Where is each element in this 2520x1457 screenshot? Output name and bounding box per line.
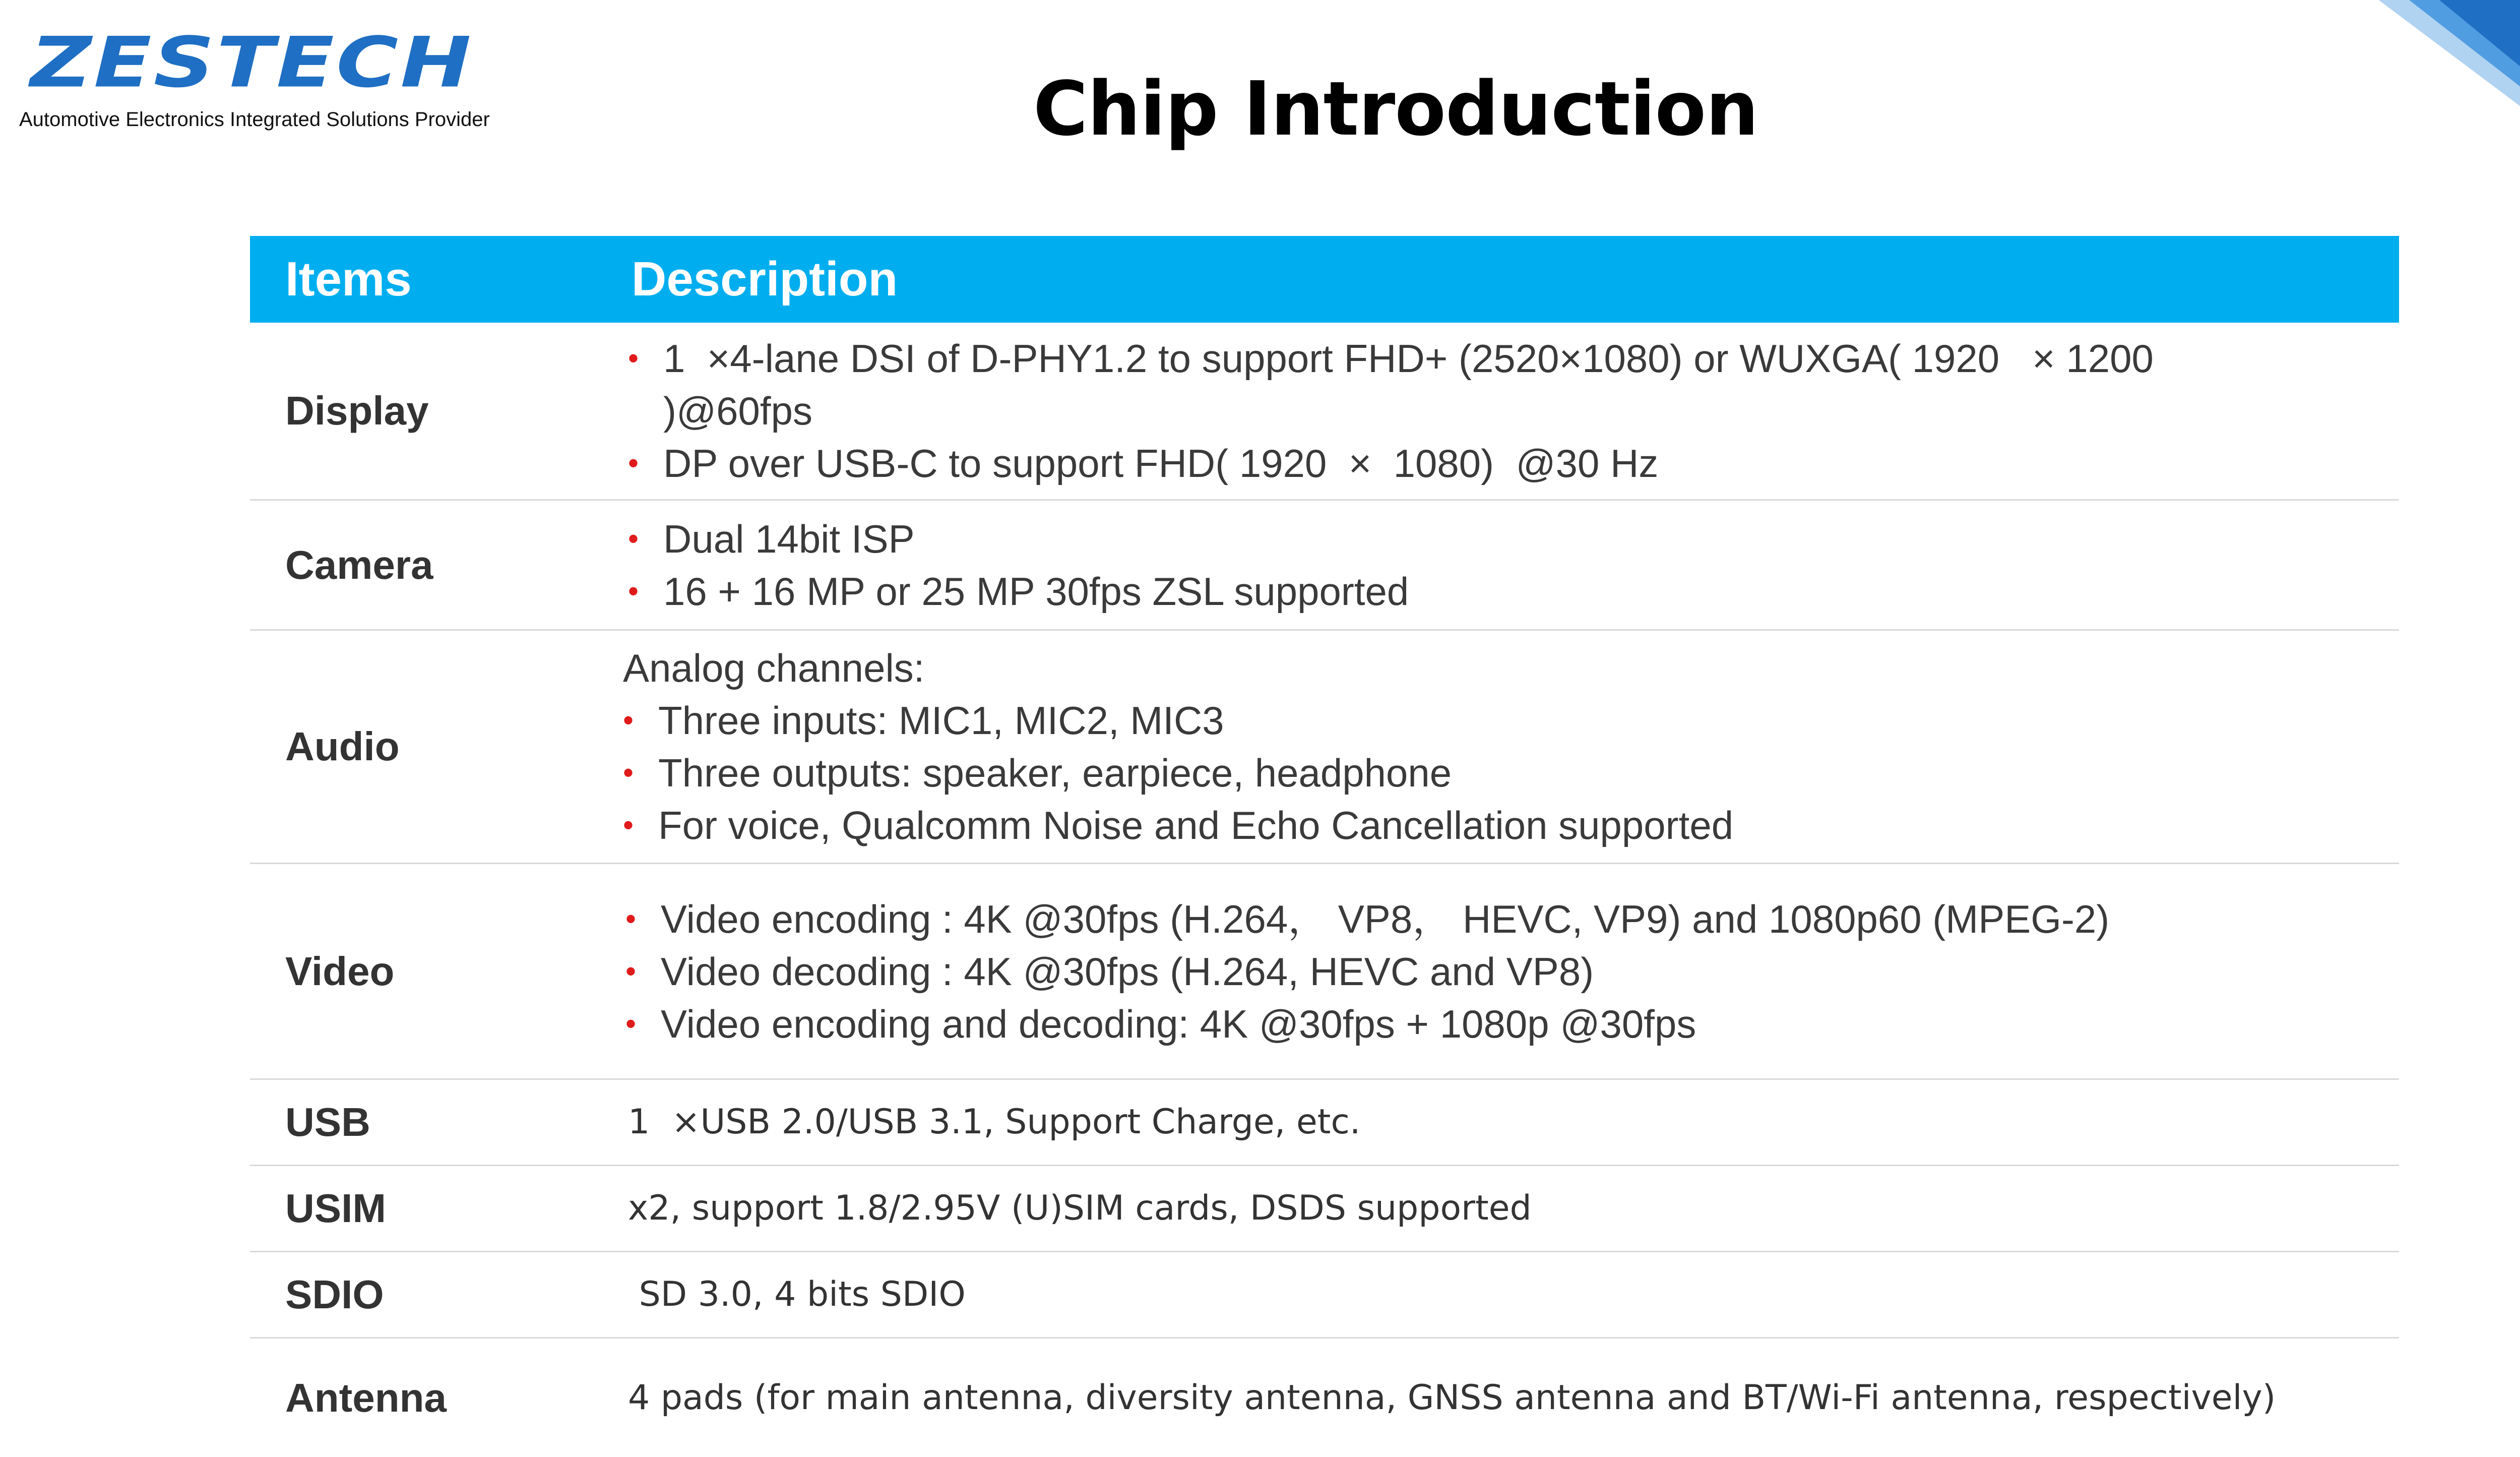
row-description xyxy=(628,1339,2379,1457)
row-label: USIM xyxy=(285,1186,386,1231)
row-description xyxy=(628,1080,2379,1165)
row-description xyxy=(623,631,2379,863)
row-description xyxy=(628,1166,2379,1251)
row-text: SD 3.0, 4 bits SDIO xyxy=(628,1274,966,1314)
row-text: 4 pads (for main antenna, diversity antenna, GNSS antenna and BT/Wi-Fi antenna, respectively) xyxy=(628,1377,2276,1418)
list-heading: Analog channels: xyxy=(623,646,925,690)
row-label: Video xyxy=(285,948,395,994)
table-row-display xyxy=(250,323,2399,501)
table-row-video xyxy=(250,864,2399,1080)
list-item: • DP over USB-C to support FHD( 1920 × 1080) @30 Hz xyxy=(628,437,2379,490)
table-row-antenna xyxy=(250,1339,2399,1457)
table-row-audio xyxy=(250,631,2399,864)
row-label: Display xyxy=(285,388,429,433)
header-description: Description xyxy=(632,252,898,306)
logo-tagline: Automotive Electronics Integrated Solutions Provider xyxy=(19,108,490,131)
table-row-usim xyxy=(250,1166,2399,1252)
bullet-icon: • xyxy=(623,808,634,842)
bullet-icon: • xyxy=(625,1006,637,1041)
bullet-icon: • xyxy=(625,954,637,988)
logo-wordmark: ZESTECH xyxy=(30,22,473,103)
table-row-camera xyxy=(250,501,2399,631)
row-description xyxy=(628,501,2379,629)
row-description xyxy=(628,1252,2379,1337)
bullet-icon: • xyxy=(623,756,634,790)
bullet-icon: • xyxy=(628,341,639,375)
list-item: • 1 ×4-lane DSI of D-PHY1.2 to support FHD+ (2520×1080) or WUXGA( 1920 × 1200 xyxy=(628,332,2379,385)
row-label: Antenna xyxy=(285,1375,447,1420)
list-item: • Dual 14bit ISP xyxy=(628,513,2379,565)
row-text: x2, support 1.8/2.95V (U)SIM cards, DSDS supported xyxy=(628,1188,1532,1228)
bullet-icon: • xyxy=(628,574,639,608)
list-item: • Three outputs: speaker, earpiece, headphone xyxy=(623,747,2379,799)
bullet-icon: • xyxy=(623,703,634,737)
table-header xyxy=(250,236,2399,323)
list-item: • 16 + 16 MP or 25 MP 30fps ZSL supported xyxy=(628,565,2379,618)
list-item: • Three inputs: MIC1, MIC2, MIC3 xyxy=(623,694,2379,747)
header-items: Items xyxy=(285,252,412,306)
list-item: • Video decoding : 4K @30fps (H.264, HEVC and VP8) xyxy=(625,945,2379,998)
row-label: Audio xyxy=(285,724,400,769)
row-label: Camera xyxy=(285,542,433,587)
row-text: 1 ×USB 2.0/USB 3.1, Support Charge, etc. xyxy=(628,1102,1361,1142)
list-item-continuation: )@60fps xyxy=(663,389,812,433)
bullet-icon: • xyxy=(628,446,639,480)
list-item: • For voice, Qualcomm Noise and Echo Cancellation supported xyxy=(623,799,2379,852)
bullet-icon: • xyxy=(625,901,637,936)
row-description xyxy=(625,864,2379,1078)
chip-spec-table xyxy=(250,236,2399,1457)
list-item: • Video encoding : 4K @30fps (H.264， VP8， HEVC, VP9) and 1080p60 (MPEG-2) xyxy=(625,893,2379,945)
table-row-usb xyxy=(250,1080,2399,1166)
row-label: SDIO xyxy=(285,1272,384,1317)
table-row-sdio xyxy=(250,1252,2399,1339)
row-label: USB xyxy=(285,1100,370,1144)
page-title: Chip Introduction xyxy=(1033,66,1758,152)
list-item: • Video encoding and decoding: 4K @30fps + 1080p @30fps xyxy=(625,998,2379,1050)
brand-logo xyxy=(19,22,490,131)
bullet-icon: • xyxy=(628,521,639,556)
row-description xyxy=(628,323,2379,499)
corner-decoration xyxy=(2379,0,2520,151)
